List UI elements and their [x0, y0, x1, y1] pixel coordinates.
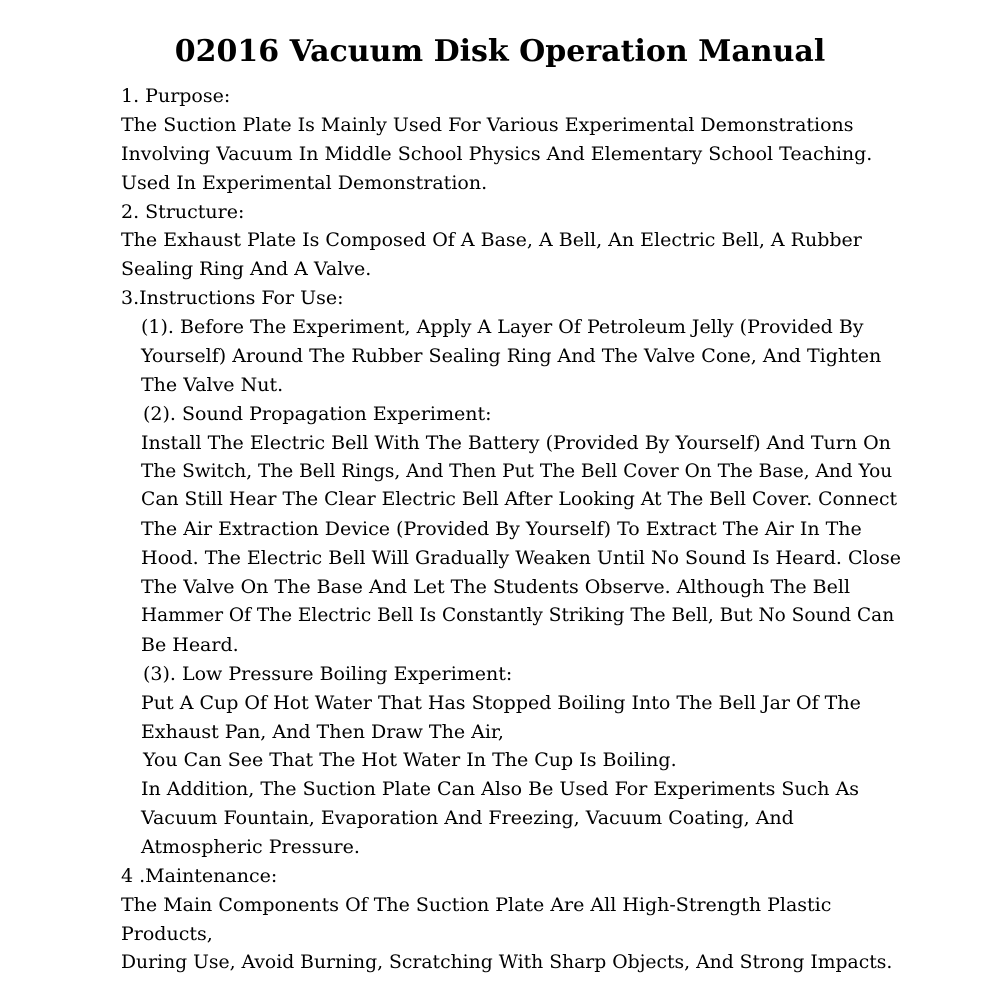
- text-line: Atmospheric Pressure.: [141, 836, 360, 859]
- text-line: Products,: [121, 922, 213, 945]
- text-line: Exhaust Pan, And Then Draw The Air,: [141, 720, 504, 743]
- text-line: Sealing Ring And A Valve.: [121, 258, 372, 281]
- text-line: You Can See That The Hot Water In The Cup Is Boiling.: [143, 749, 677, 772]
- text-line: The Valve On The Base And Let The Students Observe. Although The Bell: [141, 576, 851, 599]
- text-line: Install The Electric Bell With The Battery (Provided By Yourself) And Turn On: [141, 431, 891, 454]
- manual-body: [121, 82, 901, 978]
- subsection-heading-boiling: (3). Low Pressure Boiling Experiment:: [143, 662, 513, 685]
- text-line: Hammer Of The Electric Bell Is Constantly Striking The Bell, But No Sound Can: [141, 605, 895, 627]
- text-line: Involving Vacuum In Middle School Physics And Elementary School Teaching.: [121, 142, 873, 165]
- page-title: 02016 Vacuum Disk Operation Manual: [174, 34, 826, 69]
- text-line: Yourself) Around The Rubber Sealing Ring And The Valve Cone, And Tighten: [141, 345, 882, 368]
- section-heading-structure: 2. Structure:: [121, 200, 245, 223]
- text-line: (1). Before The Experiment, Apply A Layer Of Petroleum Jelly (Provided By: [141, 316, 864, 339]
- text-line: Vacuum Fountain, Evaporation And Freezing, Vacuum Coating, And: [141, 807, 794, 830]
- subsection-heading-sound: (2). Sound Propagation Experiment:: [143, 402, 492, 425]
- text-line: In Addition, The Suction Plate Can Also Be Used For Experiments Such As: [141, 778, 860, 801]
- text-line: Used In Experimental Demonstration.: [121, 171, 488, 194]
- text-line: The Valve Nut.: [141, 373, 284, 396]
- text-line: The Main Components Of The Suction Plate Are All High-Strength Plastic: [121, 893, 832, 916]
- text-line: The Switch, The Bell Rings, And Then Put The Bell Cover On The Base, And You: [141, 460, 893, 482]
- section-heading-purpose: 1. Purpose:: [121, 85, 231, 107]
- text-line: During Use, Avoid Burning, Scratching With Sharp Objects, And Strong Impacts.: [121, 951, 893, 973]
- text-line: Be Heard.: [141, 633, 239, 656]
- text-line: Hood. The Electric Bell Will Gradually Weaken Until No Sound Is Heard. Close: [141, 547, 901, 570]
- text-line: Put A Cup Of Hot Water That Has Stopped Boiling Into The Bell Jar Of The: [141, 691, 861, 714]
- text-line: The Air Extraction Device (Provided By Yourself) To Extract The Air In The: [141, 518, 862, 541]
- text-line: The Suction Plate Is Mainly Used For Various Experimental Demonstrations: [121, 113, 854, 136]
- section-heading-maintenance: 4 .Maintenance:: [121, 865, 278, 888]
- text-line: Can Still Hear The Clear Electric Bell After Looking At The Bell Cover. Connect: [141, 489, 898, 511]
- section-heading-instructions: 3.Instructions For Use:: [121, 287, 344, 310]
- text-line: The Exhaust Plate Is Composed Of A Base, A Bell, An Electric Bell, A Rubber: [121, 229, 862, 252]
